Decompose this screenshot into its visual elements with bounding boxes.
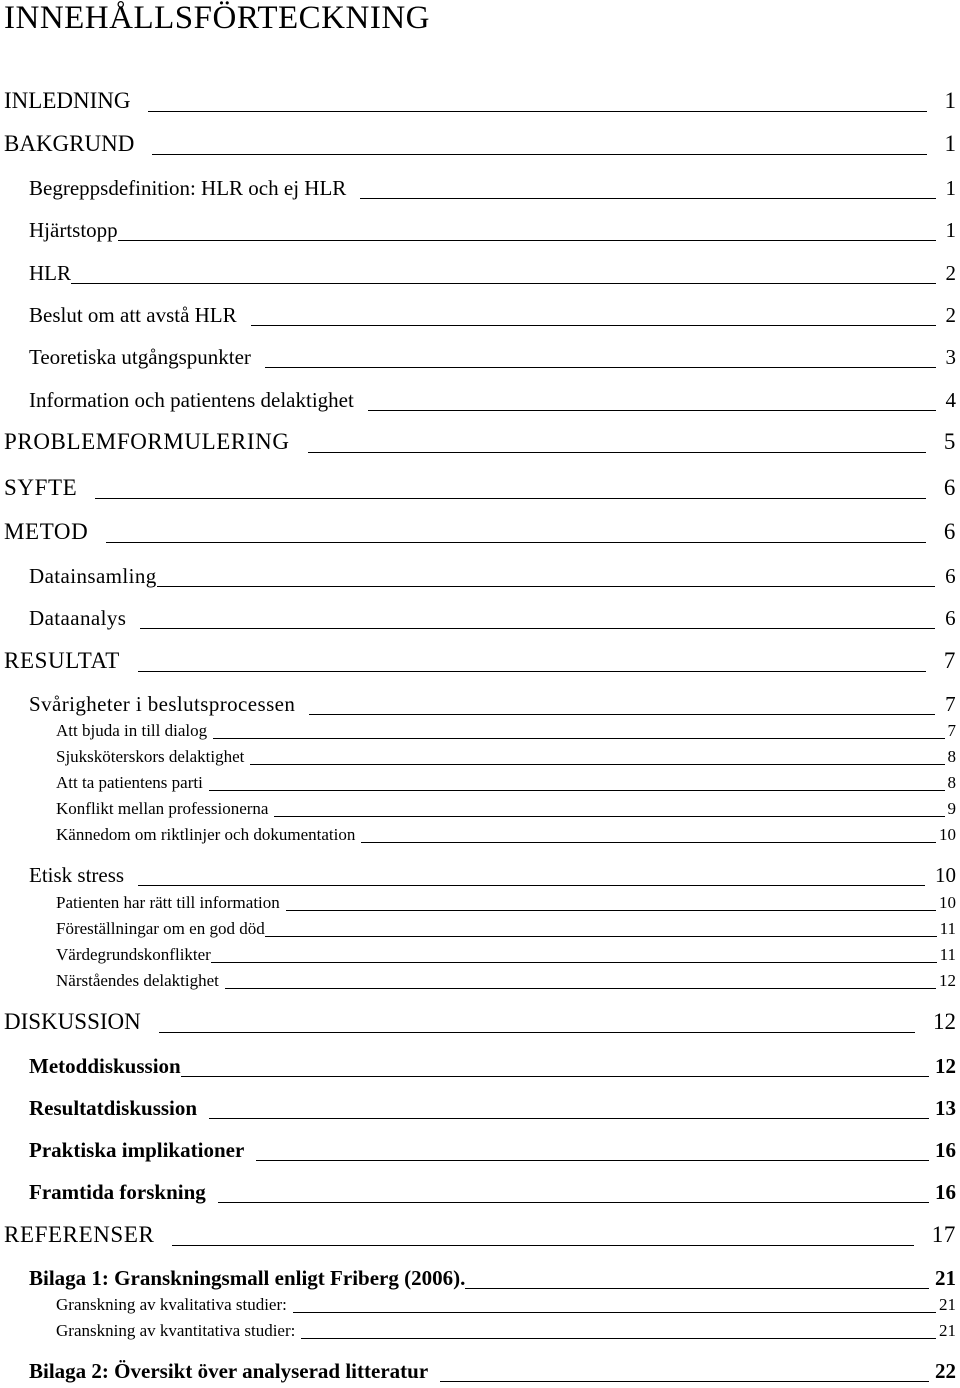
leader-line [225,988,936,989]
toc-entry-label: Närståendes delaktighet [56,971,219,990]
toc-entry-page: 16 [935,1180,956,1204]
toc-entry-kvantitativa[interactable] [56,1321,956,1341]
toc-entry-page: 7 [943,648,956,673]
toc-entry-label: Resultatdiskussion [29,1096,198,1120]
leader-line [360,198,935,199]
leader-line [368,410,936,411]
toc-entry-page: 3 [945,345,956,369]
toc-entry-diskussion[interactable] [4,1009,956,1035]
toc-entry-label: REFERENSER [4,1222,155,1247]
toc-entry-page: 5 [943,429,956,454]
toc-entry-metod[interactable] [4,519,956,545]
leader-line [465,1288,929,1289]
toc-entry-resultat[interactable] [4,648,956,674]
toc-entry-problemformulering[interactable] [4,429,956,455]
toc-entry-sjukskoterskors[interactable] [56,747,956,767]
toc-entry-page: 6 [943,519,956,544]
toc-entry-information[interactable] [29,388,956,413]
toc-entry-label: Patienten har rätt till information [56,893,280,912]
toc-entry-label: Kännedom om riktlinjer och dokumentation [56,825,356,844]
toc-entry-page: 7 [947,721,956,740]
toc-entry-label: Dataanalys [29,606,127,630]
toc-entry-page: 6 [945,564,956,588]
toc-entry-label: Föreställningar om en god död [56,919,265,938]
toc-entry-page: 8 [947,747,956,766]
toc-entry-page: 7 [945,692,956,716]
toc-entry-label: SYFTE [4,475,78,500]
toc-entry-page: 11 [939,919,956,938]
leader-line [181,1076,929,1077]
leader-line [211,962,937,963]
toc-entry-label: Att bjuda in till dialog [56,721,208,740]
leader-line [148,111,926,112]
leader-line [265,367,936,368]
leader-line [301,1338,936,1339]
toc-entry-teoretiska[interactable] [29,345,956,370]
toc-entry-dataanalys[interactable] [29,606,956,631]
toc-entry-label: Granskning av kvalitativa studier: [56,1295,287,1314]
toc-entry-page: 21 [935,1266,956,1290]
leader-line [138,885,925,886]
leader-line [251,325,936,326]
toc-entry-label: Bilaga 1: Granskningsmall enligt Friberg (2006). [29,1266,466,1290]
toc-entry-narstaendes[interactable] [56,971,956,991]
toc-entry-hjartstopp[interactable] [29,218,956,243]
toc-entry-resultatdiskussion[interactable] [29,1096,956,1121]
toc-entry-label: Att ta patientens parti [56,773,203,792]
leader-line [256,1160,929,1161]
toc-entry-label: Datainsamling [29,564,157,588]
toc-entry-label: PROBLEMFORMULERING [4,429,290,454]
toc-entry-page: 1 [944,88,956,113]
toc-entry-label: RESULTAT [4,648,120,673]
leader-line [274,816,944,817]
toc-entry-label: Etisk stress [29,863,125,887]
page-title: INNEHÅLLSFÖRTECKNING [4,0,430,36]
toc-entry-page: 1 [945,218,956,242]
toc-entry-beslut[interactable] [29,303,956,328]
toc-entry-label: BAKGRUND [4,131,135,156]
leader-line [293,1312,936,1313]
leader-line [213,738,944,739]
leader-line [250,764,944,765]
leader-line [309,714,935,715]
leader-line [95,498,926,499]
toc-entry-god-dod[interactable] [56,919,956,939]
toc-entry-praktiska[interactable] [29,1138,956,1163]
toc-entry-label: Teoretiska utgångspunkter [29,345,251,369]
toc-entry-label: Begreppsdefinition: HLR och ej HLR [29,176,347,200]
toc-entry-label: Framtida forskning [29,1180,206,1204]
toc-entry-page: 2 [945,303,956,327]
toc-entry-kvalitativa[interactable] [56,1295,956,1315]
toc-entry-label: DISKUSSION [4,1009,141,1034]
toc-entry-page: 12 [933,1009,956,1034]
toc-entry-begreppsdefinition[interactable] [29,176,956,201]
leader-line [159,1032,915,1033]
toc-entry-page: 10 [935,863,956,887]
toc-entry-page: 12 [935,1054,956,1078]
toc-entry-page: 1 [944,131,956,156]
toc-entry-page: 12 [939,971,956,990]
toc-entry-bjuda-in[interactable] [56,721,956,741]
toc-entry-bilaga-1[interactable] [29,1266,956,1291]
toc-entry-hlr[interactable] [29,261,956,286]
toc-entry-label: Konflikt mellan professionerna [56,799,269,818]
leader-line [209,790,945,791]
leader-line [118,240,936,241]
leader-line [172,1245,913,1246]
toc-entry-label: Information och patientens delaktighet [29,388,354,412]
toc-entry-syfte[interactable] [4,475,956,501]
toc-entry-page: 6 [943,475,956,500]
toc-entry-referenser[interactable] [4,1222,956,1248]
toc-entry-datainsamling[interactable] [29,564,956,589]
toc-entry-label: Granskning av kvantitativa studier: [56,1321,296,1340]
toc-entry-etisk-stress[interactable] [29,863,956,888]
leader-line [265,936,937,937]
toc-entry-metoddiskussion[interactable] [29,1054,956,1079]
toc-entry-page: 16 [935,1138,956,1162]
toc-entry-label: METOD [4,519,89,544]
leader-line [286,910,936,911]
toc-entry-label: Metoddiskussion [29,1054,181,1078]
leader-line [140,628,935,629]
leader-line [152,154,926,155]
leader-line [361,842,936,843]
toc-entry-label: HLR [29,261,71,285]
toc-entry-label: Bilaga 2: Översikt över analyserad litteratur [29,1359,429,1383]
toc-entry-page: 11 [939,945,956,964]
leader-line [157,586,935,587]
toc-entry-label: Praktiska implikationer [29,1138,245,1162]
toc-entry-konflikt[interactable] [56,799,956,819]
toc-entry-ratt-till-information[interactable] [56,893,956,913]
toc-entry-page: 6 [945,606,956,630]
toc-entry-page: 10 [939,893,956,912]
toc-entry-patientens-parti[interactable] [56,773,956,793]
toc-entry-label: Beslut om att avstå HLR [29,303,237,327]
toc-entry-page: 8 [947,773,956,792]
toc-entry-label: Hjärtstopp [29,218,118,242]
toc-entry-inledning[interactable] [4,88,956,114]
toc-entry-label: INLEDNING [4,88,131,113]
toc-entry-page: 4 [945,388,956,412]
toc-entry-vardegrund[interactable] [56,945,956,965]
toc-entry-label: Sjuksköterskors delaktighet [56,747,245,766]
leader-line [71,283,936,284]
toc-entry-page: 1 [945,176,956,200]
leader-line [308,452,926,453]
toc-entry-page: 21 [939,1321,956,1340]
toc-entry-framtida[interactable] [29,1180,956,1205]
toc-entry-label: Svårigheter i beslutsprocessen [29,692,296,716]
toc-entry-kannedom[interactable] [56,825,956,845]
toc-entry-bakgrund[interactable] [4,131,956,157]
toc-entry-bilaga-2[interactable] [29,1359,956,1384]
leader-line [209,1118,929,1119]
toc-entry-svarigheter[interactable] [29,692,956,717]
toc-entry-page: 9 [947,799,956,818]
toc-entry-page: 21 [939,1295,956,1314]
leader-line [218,1202,929,1203]
toc-entry-page: 13 [935,1096,956,1120]
toc-entry-page: 17 [931,1222,956,1247]
leader-line [138,671,926,672]
toc-entry-page: 2 [945,261,956,285]
leader-line [106,542,926,543]
toc-entry-label: Värdegrundskonflikter [56,945,211,964]
leader-line [440,1381,929,1382]
toc-entry-page: 22 [935,1359,956,1383]
toc-entry-page: 10 [939,825,956,844]
